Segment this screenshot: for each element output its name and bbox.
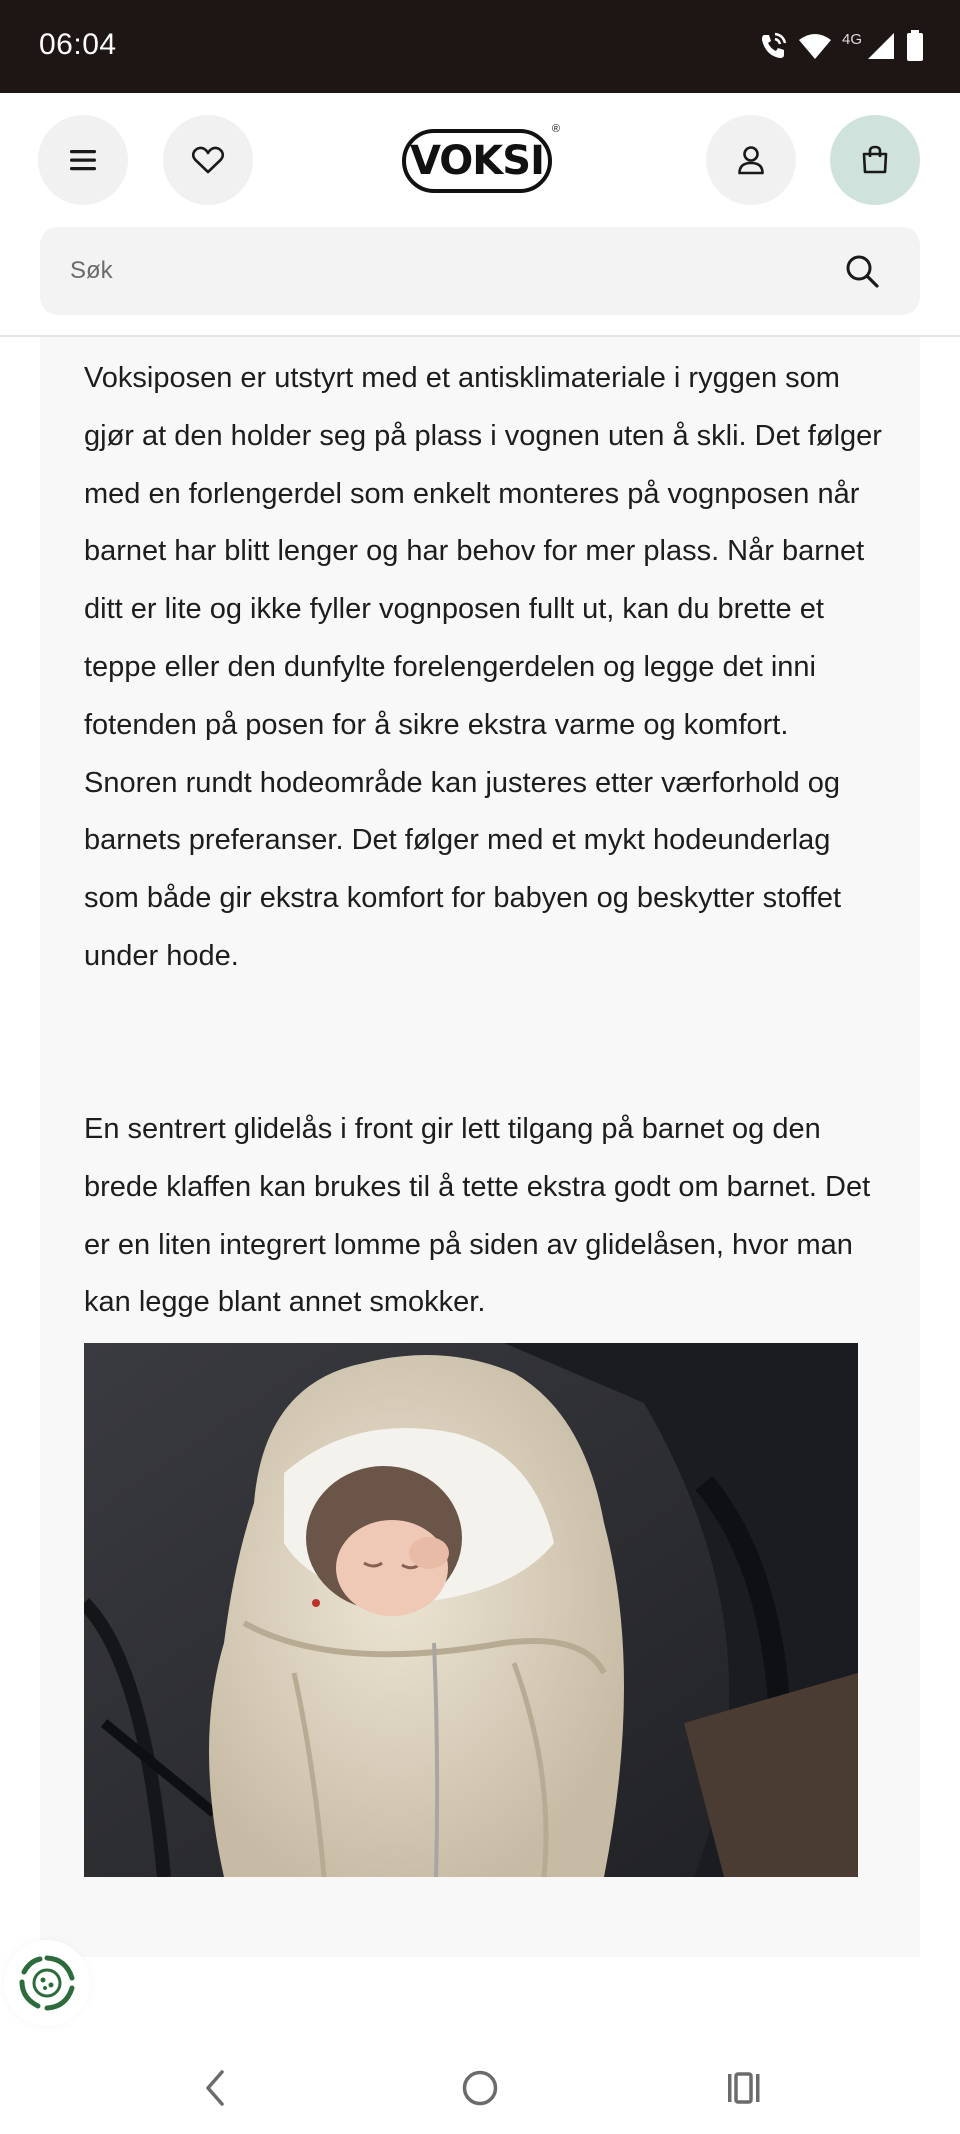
description-paragraph-1: Voksiposen er utstyrt med et antisklimateriale i ryggen som gjør at den holder seg på plass i vognen uten å skli. Det følger med en forlengerdel som enkelt monteres på vognposen når barnet har blitt lenger og har behov for mer plass. Når barnet ditt er lite og ikke fyller vognposen fullt ut, kan du brette et teppe eller den dunfylte forelengerdelen og legge det inni fotenden på posen for å sikre ekstra varme og komfort. Snoren rundt hodeområde kan justeres etter værforhold og barnets preferanser. Det følger med et mykt hodeunderlag som både gir ekstra komfort for babyen og beskytter stoffet under hode.: [84, 362, 882, 972]
menu-icon: [68, 148, 98, 172]
description-paragraph-2: En sentrert glidelås i front gir lett tilgang på barnet og den brede klaffen kan brukes til å tette ekstra godt om barnet. Det er en liten integrert lomme på siden av glidelåsen, hvor man kan legge blant annet smokker.: [84, 1113, 871, 1319]
product-photo: [84, 1343, 858, 1877]
logo-registered-mark: ®: [551, 123, 560, 135]
home-button[interactable]: [440, 2058, 520, 2118]
search-input[interactable]: [70, 227, 830, 315]
recents-button[interactable]: [704, 2058, 784, 2118]
status-icons: [758, 28, 924, 64]
voksi-logo[interactable]: [402, 123, 558, 195]
network-type-label: 4G: [841, 30, 862, 48]
search-bar: [40, 227, 920, 315]
shopping-bag-icon: [859, 144, 891, 176]
account-button[interactable]: [706, 115, 796, 205]
home-icon: [460, 2068, 500, 2108]
wifi-icon: [798, 32, 832, 60]
recents-icon: [724, 2068, 764, 2108]
eco-badge-button[interactable]: [4, 1940, 90, 2026]
status-bar: [0, 0, 960, 93]
back-icon: [200, 2068, 230, 2108]
cart-button[interactable]: [830, 115, 920, 205]
back-button[interactable]: [175, 2058, 255, 2118]
site-header: [0, 93, 960, 337]
battery-icon: [906, 30, 924, 62]
status-time: 06:04: [39, 28, 117, 61]
eco-badge-icon: [16, 1952, 78, 2014]
user-icon: [735, 144, 767, 176]
heart-icon: [191, 145, 225, 175]
system-nav-bar: [0, 2040, 960, 2134]
wishlist-button[interactable]: [163, 115, 253, 205]
signal-icon: [866, 31, 896, 61]
logo-pill: [402, 129, 552, 193]
search-icon[interactable]: [844, 253, 880, 289]
logo-text: VOKSI: [410, 138, 544, 184]
wifi-calling-icon: [758, 31, 788, 61]
product-description: [40, 337, 920, 1957]
menu-button[interactable]: [38, 115, 128, 205]
